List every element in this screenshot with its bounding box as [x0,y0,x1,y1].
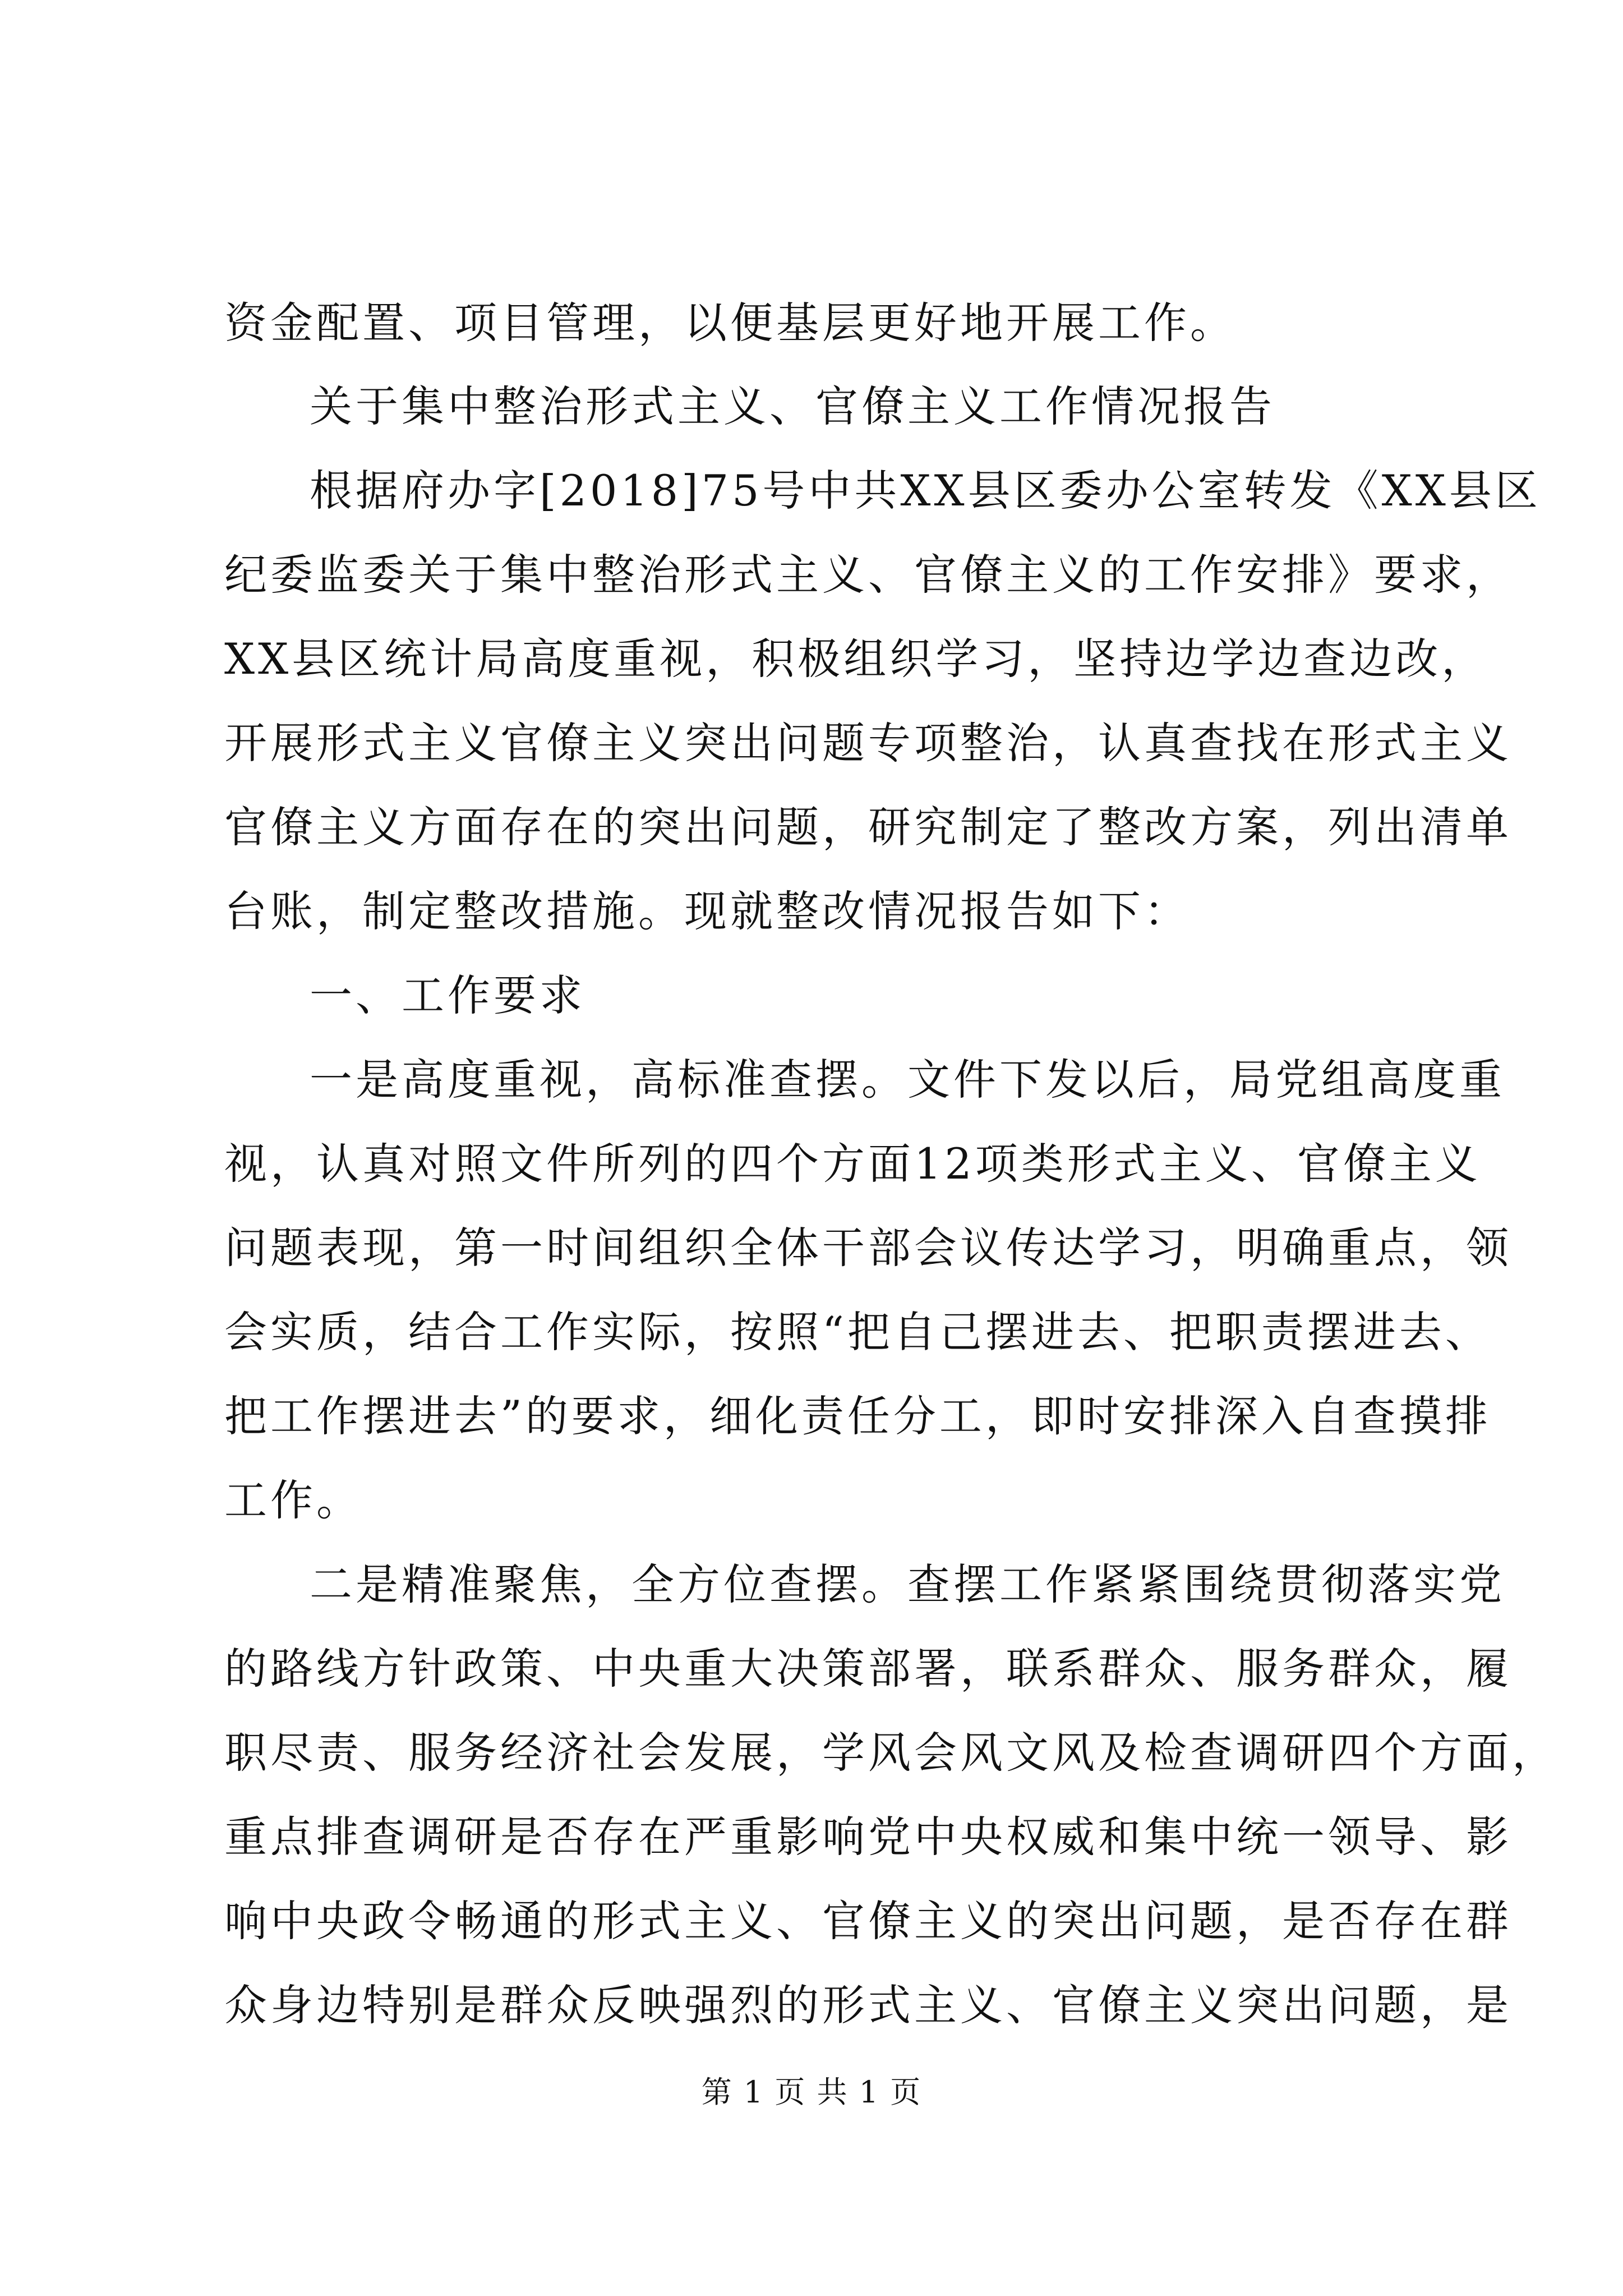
text-line: 资金配置、项目管理，以便基层更好地开展工作。 [224,298,1236,348]
text-line: 视，认真对照文件所列的四个方面12项类形式主义、官僚主义 [224,1139,1481,1189]
text-line: 台账，制定整改措施。现就整改情况报告如下： [224,886,1190,936]
text-line: 纪委监委关于集中整治形式主义、官僚主义的工作安排》要求， [224,550,1512,600]
page-footer: 第 1 页 共 1 页 [701,2074,922,2110]
text-line: 一是高度重视，高标准查摆。文件下发以后，局党组高度重 [310,1055,1505,1105]
text-line: 根据府办字[2018]75号中共XX县区委办公室转发《XX县区 [310,466,1541,516]
text-line: 的路线方针政策、中央重大决策部署，联系群众、服务群众，履 [224,1644,1512,1694]
text-line: 官僚主义方面存在的突出问题，研究制定了整改方案，列出清单 [224,802,1512,852]
text-line: 把工作摆进去”的要求，细化责任分工，即时安排深入自查摸排 [224,1391,1491,1441]
text-line: 职尽责、服务经济社会发展，学风会风文风及检查调研四个方面， [224,1728,1558,1778]
text-line: 会实质，结合工作实际，按照“把自己摆进去、把职责摆进去、 [224,1307,1491,1357]
text-line: 二是精准聚焦，全方位查摆。查摆工作紧紧围绕贯彻落实党 [310,1559,1505,1609]
text-line: 重点排查调研是否存在严重影响党中央权威和集中统一领导、影 [224,1812,1512,1862]
text-line: 问题表现，第一时间组织全体干部会议传达学习，明确重点，领 [224,1223,1512,1273]
text-line: 众身边特别是群众反映强烈的形式主义、官僚主义突出问题，是 [224,1980,1512,2030]
section-heading: 一、工作要求 [310,970,585,1020]
text-line: 工作。 [224,1475,362,1525]
text-line: 响中央政令畅通的形式主义、官僚主义的突出问题，是否存在群 [224,1896,1512,1946]
text-line: XX县区统计局高度重视，积极组织学习，坚持边学边查边改， [224,634,1488,684]
report-title: 关于集中整治形式主义、官僚主义工作情况报告 [310,381,1275,431]
text-line: 开展形式主义官僚主义突出问题专项整治，认真查找在形式主义 [224,718,1512,768]
